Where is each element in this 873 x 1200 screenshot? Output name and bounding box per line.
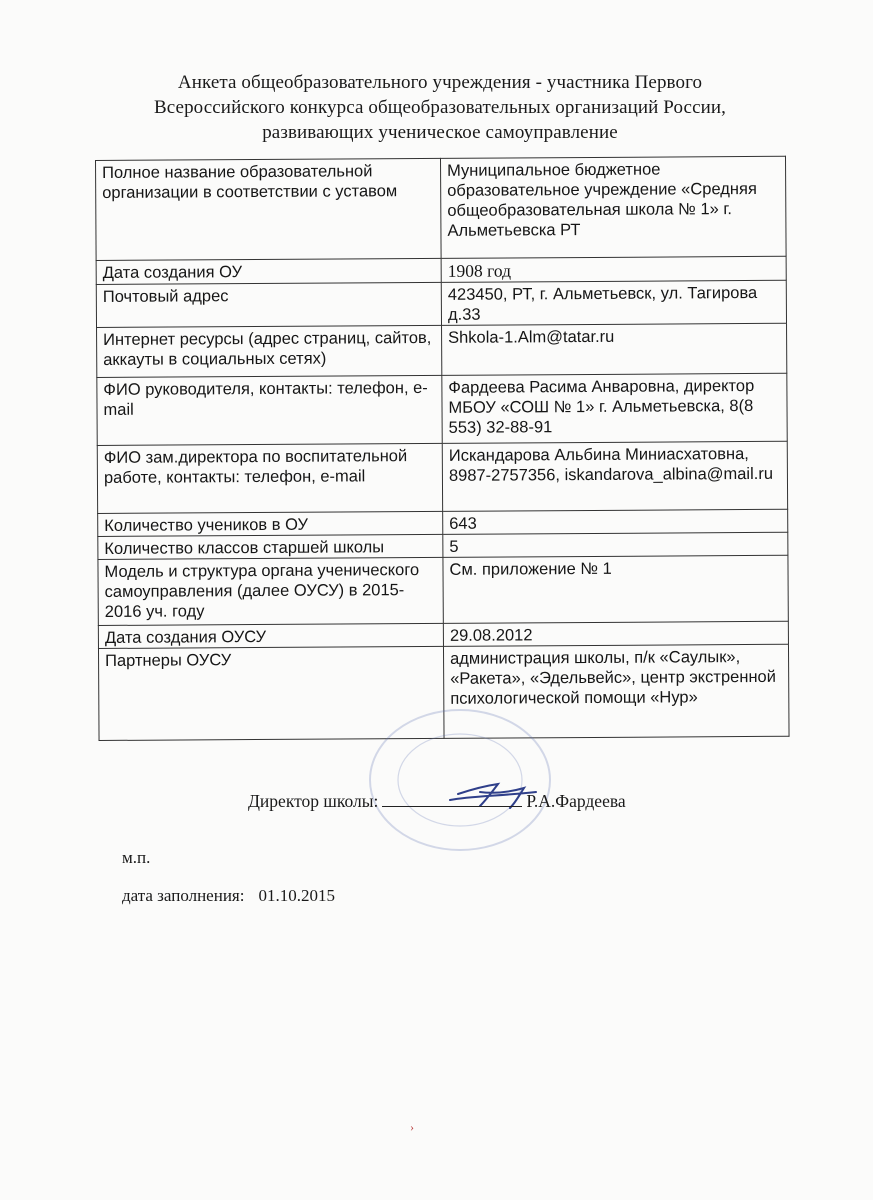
fill-date [122, 886, 335, 906]
page-mark: › [410, 1120, 414, 1134]
signature-name: Р.А.Фардеева [526, 791, 626, 811]
row-value: 643 [443, 509, 788, 534]
signature-role: Директор школы: [248, 791, 379, 811]
title-line-3: развивающих ученическое самоуправление [262, 122, 618, 143]
row-label: Интернет ресурсы (адрес страниц, сайтов, аккауты в социальных сетях) [97, 325, 442, 377]
signature-blank [382, 790, 522, 807]
table-row [98, 555, 788, 625]
row-value: 5 [443, 532, 788, 557]
table-row [97, 373, 787, 445]
fill-date-value: 01.10.2015 [258, 886, 335, 905]
title-line-1: Анкета общеобразовательного учреждения - участника Первого [177, 72, 703, 93]
row-label: Дата создания ОУ [96, 258, 441, 284]
row-label: Дата создания ОУСУ [98, 623, 443, 648]
table-row [97, 323, 787, 377]
stamp-place-label: м.п. [122, 848, 151, 867]
row-label: Партнеры ОУСУ [98, 646, 444, 740]
row-label: ФИО зам.директора по воспитательной работе, контакты: телефон, e-mail [97, 443, 442, 513]
row-label: Количество классов старшей школы [98, 534, 443, 559]
row-value: администрация школы, п/к «Саулык», «Ракета», «Эдельвейс», центр экстренной психологической помощи «Нур» [443, 644, 789, 738]
row-value: 29.08.2012 [443, 621, 788, 646]
document-title [110, 70, 770, 145]
row-label: Почтовый адрес [96, 282, 441, 327]
row-label: Количество учеников в ОУ [98, 511, 443, 536]
row-value: 423450, РТ, г. Альметьевск, ул. Тагирова д.33 [441, 280, 786, 325]
title-line-2: Всероссийского конкурса общеобразовательных организаций России, [154, 97, 726, 118]
row-value: Муниципальное бюджетное образовательное учреждение «Средняя общеобразовательная школа № 1» г. Альметьевска РТ [440, 156, 786, 258]
table-row [96, 156, 787, 260]
table-row [97, 441, 787, 513]
table-row [96, 280, 786, 327]
fill-date-label: дата заполнения: [122, 886, 245, 905]
row-value: Фардеева Расима Анваровна, директор МБОУ «СОШ № 1» г. Альметьевска, 8(8 553) 32-88-91 [442, 373, 787, 443]
row-value: Искандарова Альбина Миниасхатовна, 8987-2757356, iskandarova_albina@mail.ru [442, 441, 787, 511]
row-value: 1908 год [441, 256, 786, 282]
row-label: Модель и структура органа ученического самоуправления (далее ОУСУ) в 2015- 2016 уч. году [98, 557, 443, 625]
row-label: Полное название образовательной организации в соответствии с уставом [96, 158, 442, 260]
signature-line [248, 790, 626, 812]
row-label: ФИО руководителя, контакты: телефон, e-mail [97, 375, 442, 445]
row-value: См. приложение № 1 [443, 555, 788, 623]
questionnaire-table [95, 156, 790, 741]
row-value: Shkola-1.Alm@tatar.ru [442, 323, 787, 375]
